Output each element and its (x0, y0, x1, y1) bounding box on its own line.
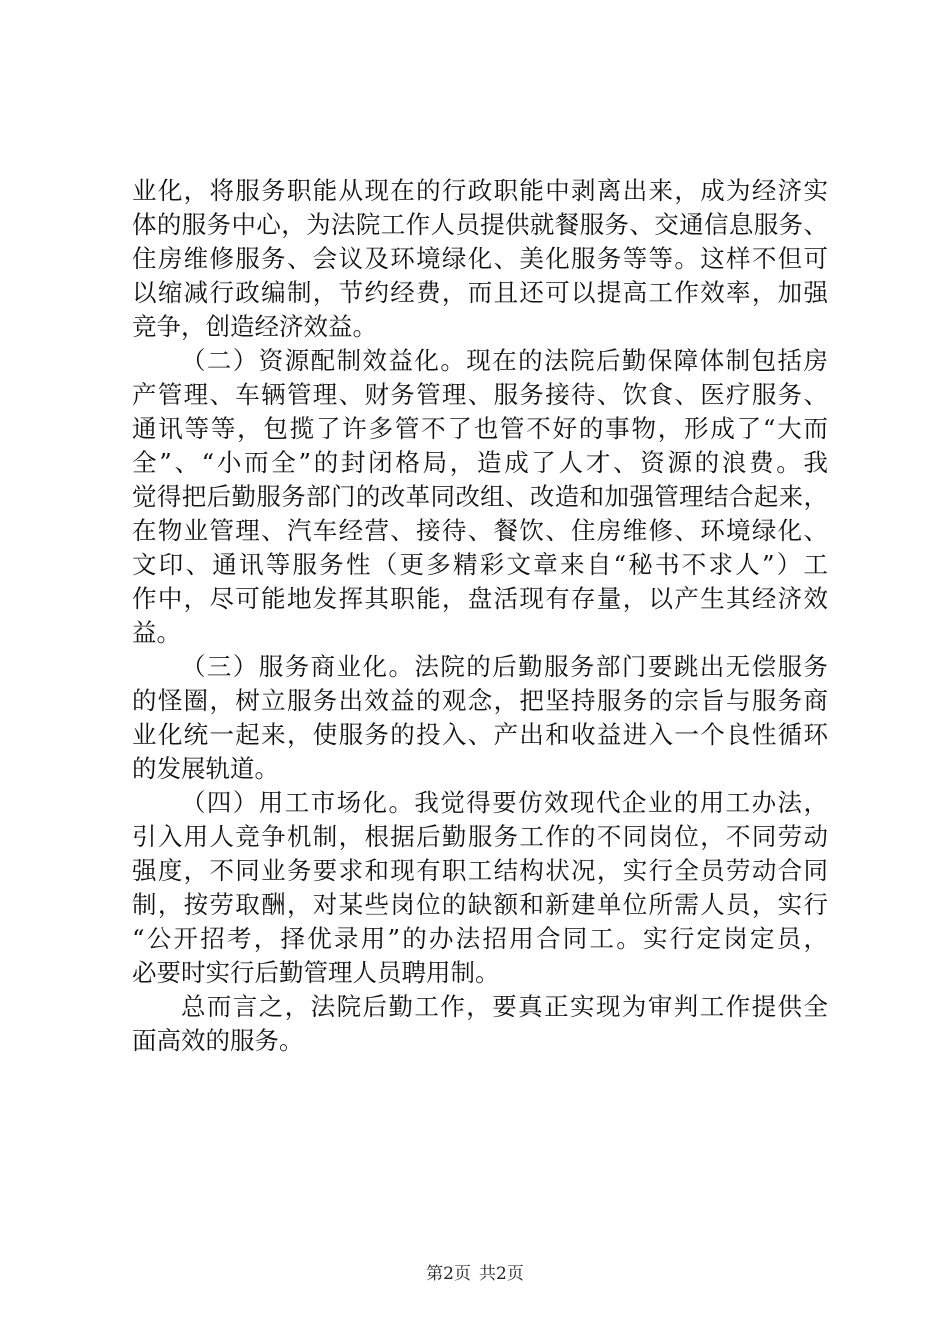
page-number: 第2页 (426, 1264, 471, 1284)
page-footer (0, 1264, 950, 1284)
text-line: 在物业管理、汽车经营、接待、餐饮、住房维修、环境绿化、 (132, 516, 828, 545)
text-line: 产管理、车辆管理、财务管理、服务接待、饮食、医疗服务、 (132, 380, 828, 409)
text-line: 总而言之，法院后勤工作，要真正实现为审判工作提供全 (181, 992, 828, 1021)
text-line: 觉得把后勤服务部门的改革同改组、改造和加强管理结合起来， (132, 482, 828, 511)
page-total: 共2页 (479, 1264, 524, 1284)
document-body (132, 174, 828, 1058)
text-line: 住房维修服务、会议及环境绿化、美化服务等等。这样不但可 (132, 244, 828, 273)
text-line: 益。 (132, 618, 181, 647)
paragraph (132, 786, 828, 990)
text-line: 面高效的服务。 (132, 1026, 304, 1055)
text-line: 以缩减行政编制，节约经费，而且还可以提高工作效率，加强 (132, 278, 828, 307)
text-line: 作中，尽可能地发挥其职能，盘活现有存量，以产生其经济效 (132, 584, 828, 613)
text-line: 全”、“小而全”的封闭格局，造成了人才、资源的浪费。我 (132, 448, 828, 477)
paragraph (132, 650, 828, 786)
text-line: 制，按劳取酬，对某些岗位的缺额和新建单位所需人员，实行 (132, 890, 828, 919)
paragraph (132, 174, 828, 344)
text-line: 强度，不同业务要求和现有职工结构状况，实行全员劳动合同 (132, 856, 828, 885)
text-line: 引入用人竞争机制，根据后勤服务工作的不同岗位，不同劳动 (132, 822, 828, 851)
text-line: （三）服务商业化。法院的后勤服务部门要跳出无偿服务 (181, 652, 828, 681)
text-line: 必要时实行后勤管理人员聘用制。 (132, 958, 500, 987)
text-line: 的发展轨道。 (132, 754, 279, 783)
text-line: （二）资源配制效益化。现在的法院后勤保障体制包括房 (181, 346, 828, 375)
text-line: 竞争，创造经济效益。 (132, 312, 377, 341)
paragraph (132, 990, 828, 1058)
text-line: 业化统一起来，使服务的投入、产出和收益进入一个良性循环 (132, 720, 828, 749)
text-line: （四）用工市场化。我觉得要仿效现代企业的用工办法， (181, 788, 828, 817)
text-line: 业化，将服务职能从现在的行政职能中剥离出来，成为经济实 (132, 176, 828, 205)
text-line: 体的服务中心，为法院工作人员提供就餐服务、交通信息服务、 (132, 210, 828, 239)
text-line: 的怪圈，树立服务出效益的观念，把坚持服务的宗旨与服务商 (132, 686, 828, 715)
text-line: “公开招考，择优录用”的办法招用合同工。实行定岗定员， (132, 924, 828, 953)
text-line: 文印、通讯等服务性（更多精彩文章来自“秘书不求人”）工 (132, 550, 828, 579)
paragraph (132, 344, 828, 650)
text-line: 通讯等等，包揽了许多管不了也管不好的事物，形成了“大而 (132, 414, 828, 443)
